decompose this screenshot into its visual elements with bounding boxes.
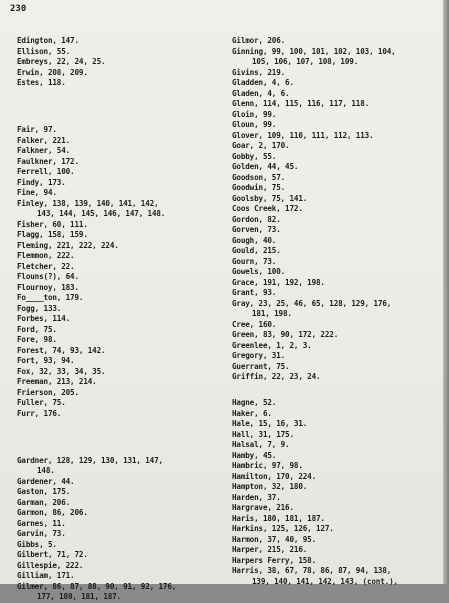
index-entry: Gloun, 99.: [232, 120, 277, 129]
index-entry: Goodwin, 75.: [232, 183, 286, 192]
index-entry: Haker, 6.: [232, 408, 272, 418]
index-entry: Finley, 138, 139, 140, 141, 142,: [17, 198, 159, 208]
index-entry: Forbes, 114.: [17, 314, 71, 323]
index-entry: Gibbs, 5.: [17, 539, 57, 549]
index-entry: Harpers Ferry, 158.: [232, 555, 317, 565]
page-edge-shadow: [443, 0, 449, 584]
index-entry: Hall, 31, 175.: [232, 429, 294, 439]
index-entry: Gladen, 4, 6.: [232, 88, 290, 98]
index-entry: Griffin, 22, 23, 24.: [232, 372, 321, 381]
index-entry: Grace, 191, 192, 198.: [232, 277, 325, 287]
index-entry: Goodson, 57.: [232, 172, 286, 182]
index-entry: Flagg, 158, 159.: [17, 230, 88, 239]
index-entry: Harden, 37.: [232, 492, 281, 502]
index-entry: Faulkner, 172.: [17, 156, 79, 166]
index-entry: Edington, 147.: [17, 36, 79, 45]
index-entry: Goar, 2, 170.: [232, 141, 290, 150]
index-entry-continuation: 105, 106, 107, 108, 109.: [252, 57, 359, 66]
index-entry: Givins, 219.: [232, 67, 286, 77]
index-entry: Garmon, 86, 206.: [17, 508, 88, 517]
index-entry: Gray, 23, 25, 46, 65, 128, 129, 176,: [232, 298, 392, 308]
index-entry: Fox, 32, 33, 34, 35.: [17, 366, 106, 376]
index-entry: Hamilton, 170, 224.: [232, 471, 317, 481]
index-entry: Garnes, 11.: [17, 518, 66, 528]
index-entry: Gardner, 128, 129, 130, 131, 147,: [17, 455, 163, 465]
index-entry: Gillespie, 222.: [17, 560, 84, 570]
index-entry: Ferrell, 100.: [17, 167, 75, 176]
index-entry: Hargrave, 216.: [232, 503, 294, 512]
index-entry: Grant, 93.: [232, 288, 277, 297]
index-entry: Harmon, 37, 40, 95.: [232, 534, 317, 544]
page-number: 230: [10, 4, 27, 14]
index-entry: Fisher, 60, 111.: [17, 219, 88, 229]
index-entry: Flouns(?), 64.: [17, 272, 79, 281]
index-entry: Ginning, 99, 100, 101, 102, 103, 104,: [232, 46, 396, 56]
index-entry: Gregory, 31.: [232, 351, 286, 360]
index-entry: Fletcher, 22.: [17, 261, 75, 271]
index-entry: Embreys, 22, 24, 25.: [17, 57, 106, 66]
index-entry: Gilliam, 171.: [17, 571, 75, 580]
index-entry: Fuller, 75.: [17, 398, 66, 407]
index-entry: Gough, 40.: [232, 235, 277, 245]
index-entry: Gilmer, 86, 87, 88, 90, 91, 92, 176,: [17, 581, 177, 591]
index-entry: Gilbert, 71, 72.: [17, 550, 88, 559]
index-entry: Gladden, 4, 6.: [232, 78, 294, 87]
index-entry: Flemmon, 222.: [17, 251, 75, 260]
index-entry-continuation: 143, 144, 145, 146, 147, 148.: [37, 209, 166, 218]
index-entry: Erwin, 208, 209.: [17, 67, 88, 77]
index-entry: Gobby, 55.: [232, 151, 277, 161]
index-entry: Frierson, 205.: [17, 387, 79, 397]
index-entry: Coos Creek, 172.: [232, 204, 303, 213]
index-entry: Gould, 215.: [232, 246, 281, 255]
index-entry: Ford, 75.: [17, 324, 57, 334]
index-entry: Gorven, 73.: [232, 225, 281, 234]
index-entry: Cree, 160.: [232, 319, 277, 329]
index-entry: Glover, 109, 110, 111, 112, 113.: [232, 130, 374, 140]
index-entry: Green, 83, 90, 172, 222.: [232, 330, 339, 339]
index-entry: Gowels, 100.: [232, 267, 286, 276]
index-entry: Harris, 38, 67, 78, 86, 87, 94, 138,: [232, 566, 392, 575]
index-entry: Fogg, 133.: [17, 303, 62, 313]
index-entry: Gaston, 175.: [17, 487, 71, 496]
index-entry: Hamby, 45.: [232, 450, 277, 460]
index-entry-continuation: 139, 140, 141, 142, 143, (cont.),: [252, 576, 398, 586]
index-column-left: [17, 0, 237, 601]
index-entry: Harkins, 125, 126, 127.: [232, 524, 334, 533]
index-entry: Fo____ton, 179.: [17, 293, 84, 302]
index-entry: Fleming, 221, 222, 224.: [17, 240, 119, 250]
index-entry: Falker, 221.: [17, 135, 71, 145]
index-entry: Hale, 15, 16, 31.: [232, 419, 308, 428]
index-entry: Flournoy, 183.: [17, 282, 79, 292]
index-entry: Harper, 215, 216.: [232, 545, 308, 554]
index-entry: Ellison, 55.: [17, 46, 71, 56]
index-entry: Guerrant, 75.: [232, 361, 290, 371]
index-entry-continuation: 177, 180, 181, 187.: [37, 592, 122, 601]
index-entry: Goolsby, 75, 141.: [232, 193, 308, 203]
index-entry: Gordon, 82.: [232, 214, 281, 224]
index-entry: Falkner, 54.: [17, 146, 71, 155]
index-entry: Findy, 173.: [17, 177, 66, 187]
index-entry: Haris, 180, 181, 187.: [232, 513, 325, 523]
index-entry: Gilmor, 206.: [232, 36, 286, 45]
index-entry: Gourn, 73.: [232, 256, 277, 266]
index-entry-continuation: 148.: [37, 466, 55, 475]
index-entry: Golden, 44, 45.: [232, 162, 299, 171]
index-entry: Gloin, 99.: [232, 109, 277, 119]
index-entry: Forest, 74, 93, 142.: [17, 345, 106, 355]
index-entry: Estes, 118.: [17, 78, 66, 87]
index-entry: Hambric, 97, 98.: [232, 461, 303, 470]
index-entry: Hampton, 32, 180.: [232, 482, 308, 491]
index-column-right: [232, 0, 444, 584]
index-entry: Greenlee, 1, 2, 3.: [232, 340, 312, 350]
index-entry-continuation: 181, 198.: [252, 309, 292, 318]
index-entry: Hagne, 52.: [232, 398, 277, 407]
index-entry: Furr, 176.: [17, 408, 62, 418]
index-entry: Fort, 93, 94.: [17, 356, 75, 365]
index-entry: Fair, 97.: [17, 125, 57, 134]
index-entry: Fore, 98.: [17, 335, 57, 344]
index-entry: Glenn, 114, 115, 116, 117, 118.: [232, 99, 370, 108]
index-entry: Garman, 206.: [17, 497, 71, 507]
index-entry: Halsal, 7, 9.: [232, 440, 290, 449]
index-entry: Gardener, 44.: [17, 476, 75, 486]
index-entry: Fine, 94.: [17, 188, 57, 197]
index-entry: Freeman, 213, 214.: [17, 377, 97, 386]
index-entry: Garvin, 73.: [17, 529, 66, 538]
